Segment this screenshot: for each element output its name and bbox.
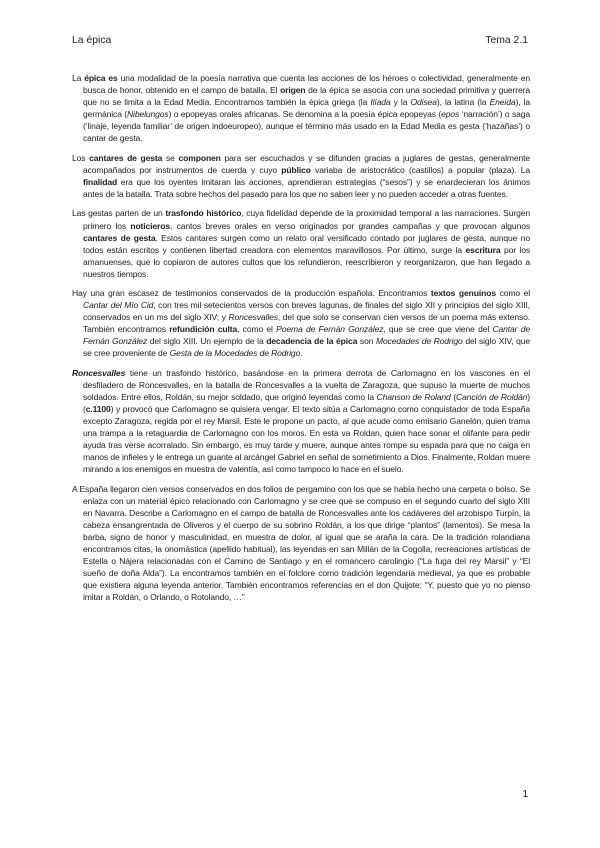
work-title: Mocedades de Rodrigo [375,336,463,347]
text-run: Los [72,152,90,163]
work-title: Odisea [410,97,437,108]
emphasis-term: trasfondo histórico [165,208,242,219]
text-run: Las gestas parten de un [72,208,166,219]
page-number: 1 [522,789,528,800]
emphasis-term: es [108,73,118,83]
text-run: ‘narración’) o saga (‘linaje, leyenda familiar’ de origen indoeuropeo), aunque el término más usado en la Edad Media es gesta (‘hazañas’) o cantar de gesta. [83,109,530,144]
emphasis-term: origen [280,85,306,96]
emphasis-term: noticieros [130,220,170,231]
document-title: La épica [72,35,112,46]
emphasis-term: finalidad [83,176,118,187]
work-title: Cantar del Mío Cid [83,300,154,311]
work-title: Roncesvalles [228,312,278,323]
paragraph-epica [72,72,530,144]
text-run: como el [495,288,531,299]
paragraph-espana [72,483,530,603]
text-run: ( [450,392,456,403]
page-header [72,35,528,46]
text-run: son [357,336,376,347]
text-run: una modalidad de la poesía narrativa que cuenta las acciones de los héroes o colectividad, generalmente en busca de honor, obtenido en el campo de batalla. El [83,73,530,96]
topic-label: Tema 2.1 [485,35,528,46]
emphasis-term: público [281,164,311,175]
paragraph-roncesvalles [72,367,530,475]
text-run: y la [390,97,411,108]
work-title: Canción de Roldán [456,392,528,403]
work-title: Cantar de Fernán González [83,324,530,347]
text-run: ) ( [83,392,530,415]
text-run: , cuya fidelidad depende de la proximidad temporal a las narraciones. Surgen primero los [83,208,530,231]
work-title: Eneida [489,97,516,108]
emphasis-term: escritura [465,244,501,255]
text-run: tiene un trasfondo histórico, basándose en la primera derrota de Carlomagno en los vascones en el desfiladero de Roncesvalles, en la batalla de Roncesvalles a la vuelta de Zaragoza, que supuso la muerte de muchos soldados. Entre ellos, Roldán, su mejor soldado, que originó leyendas como la [83,368,530,403]
text-run: de la épica se asocia con una sociedad primitiva y guerrera que no se limita a la Edad Media. Encontramos también la épica griega (la [83,85,530,108]
work-title: Chanson de Roland [376,392,451,403]
text-run: . [300,348,303,359]
work-title: Gesta de la Mocedades de Rodrigo [169,348,301,359]
text-run: , que se cree que viene del [383,324,493,335]
emphasis-term: cantares de gesta [83,232,156,243]
text-run: Hay una gran escasez de testimonios conservados de la producción española. Encontramos [72,288,431,299]
text-run: A España llegaron cien versos conservados en dos folios de pergamino con los que se había hecho una carpeta o bolso. Se enlaza con un material épico relacionado con Carlomagno y se cree que se compuso en el segundo cuarto del siglo XIII en Navarra. Describe a Carlomagno en el campo de batalla de Roncesvalles ante los cadáveres del arzobispo Turpín, la cabeza ensangrentada de Oliveros y el cuerpo de su sobrino Roldán, a los que dirige “plantos” (lamentos). Se mesa la barba, signo de honor y masculinidad, en muestra de dolor, al igual que se araña la cara. De la tradición rolandiana encontramos citas, la onomástica (apellido habitual), las leyendas en san Millán de la Cogolla, recreaciones artísticas de Estella o Nájera relacionadas con el Camino de Santiago y en el romancero carolingio (“La fuga del rey Marsil” y “El sueño de doña Alda”). La encontramos también en el folclore como tradición legendaria medieval, ya que es probable que existiera alguna leyenda anterior. También encontramos referencias en el don Quijote: “Y, puesto que yo no pienso imitar a Roldán, o Orlando, o Rotolando, …” [72,483,530,603]
text-run: era que los oyentes imitaran las acciones, aprendieran estrategias (“sesos”) y se enardecieran los ánimos antes de la batalla. Trata sobre hechos del pasado para los que no saben leer y no pueden acceder a otras fuentes. [83,176,530,199]
emphasis-term: decadencia de la épica [266,336,358,347]
text-run: del siglo XIV, que se cree proveniente de [83,336,531,359]
emphasis-term: textos genuinos [430,288,496,299]
emphasis-term: c.1100 [85,404,111,415]
text-run: ), la latina (la [436,97,490,108]
text-run: La [72,73,85,83]
text-run: por los amanuenses, que lo copiaron de autores cultos que los refundieron, reescribieron y reorganizaron, que han llegado a nuestros tiempos. [83,244,530,279]
text-run: ) o epopeyas orales africanas. Se denomina a la poesía épica epopeyas ( [168,109,442,120]
text-run: variaba de aristocrático (castillos) a popular (plaza). La [310,164,530,175]
text-run: ), la germánica ( [83,97,530,120]
work-title: epos [441,109,460,120]
text-run: . Estos cantares surgen como un relato oral versificado contado por juglares de gesta, aunque no todos están escritos y contienen libertad creadora con elementos maravillosos. Por último, surge la [83,232,530,255]
paragraph-gestas [72,207,530,279]
work-title: Nibelungos [127,109,169,120]
text-run: para ser escuchados y se difunden gracias a juglares de gestas, generalmente acompañados por instrumentos de cuerda y cuyo [83,152,530,175]
text-run: ) y provocó que Carlomagno se quisiera vengar. El texto sitúa a Carlomagno como conquistador de toda España excepto Zaragoza, regida por el rey Marsil. Este le propone un pacto, al que acude como emisario Ganelón, quien trama una trampa a la retaguardia de Carlomagno con los moros. En esta va Roldan, quien hace sonar el olifante para pedir ayuda tras verse acorralado. Sin embargo, es muy tarde y muere, aunque antes rompe su espada para que no caiga en manos de infieles y le entrega un guante al arcángel Gabriel en señal de sometimiento a Dios. Finalmente, Roldan muere mirando a los enemigos en muestra de valentía, así como tampoco lo hace en el suelo. [83,404,530,475]
text-run: , cantos breves orales en verso originados por grandes campañas y que provocan algunos [170,220,530,231]
text-run: se [162,152,179,163]
emphasis-term: Roncesvalles [72,368,126,379]
work-title: Ilíada [370,97,391,108]
work-title: Poema de Fernán González [276,324,384,335]
emphasis-term: componen [178,152,221,163]
document-body [72,72,530,611]
text-run: del siglo XIII. Un ejemplo de la [147,336,267,347]
paragraph-cantares [72,152,530,200]
emphasis-term: cantares de gesta [89,152,163,163]
text-run: , con tres mil setecientos versos con breves lagunas, de finales del siglo XII y principios del siglo XIII, conservados en un ms del siglo XIV; y [83,300,530,323]
text-run: , como el [237,324,277,335]
text-run: , del que solo se conservan cien versos de un poema más extenso. También encontramos [83,312,530,335]
emphasis-term: épica [84,73,106,83]
paragraph-testimonios [72,287,530,359]
emphasis-term: refundición culta [169,324,238,335]
